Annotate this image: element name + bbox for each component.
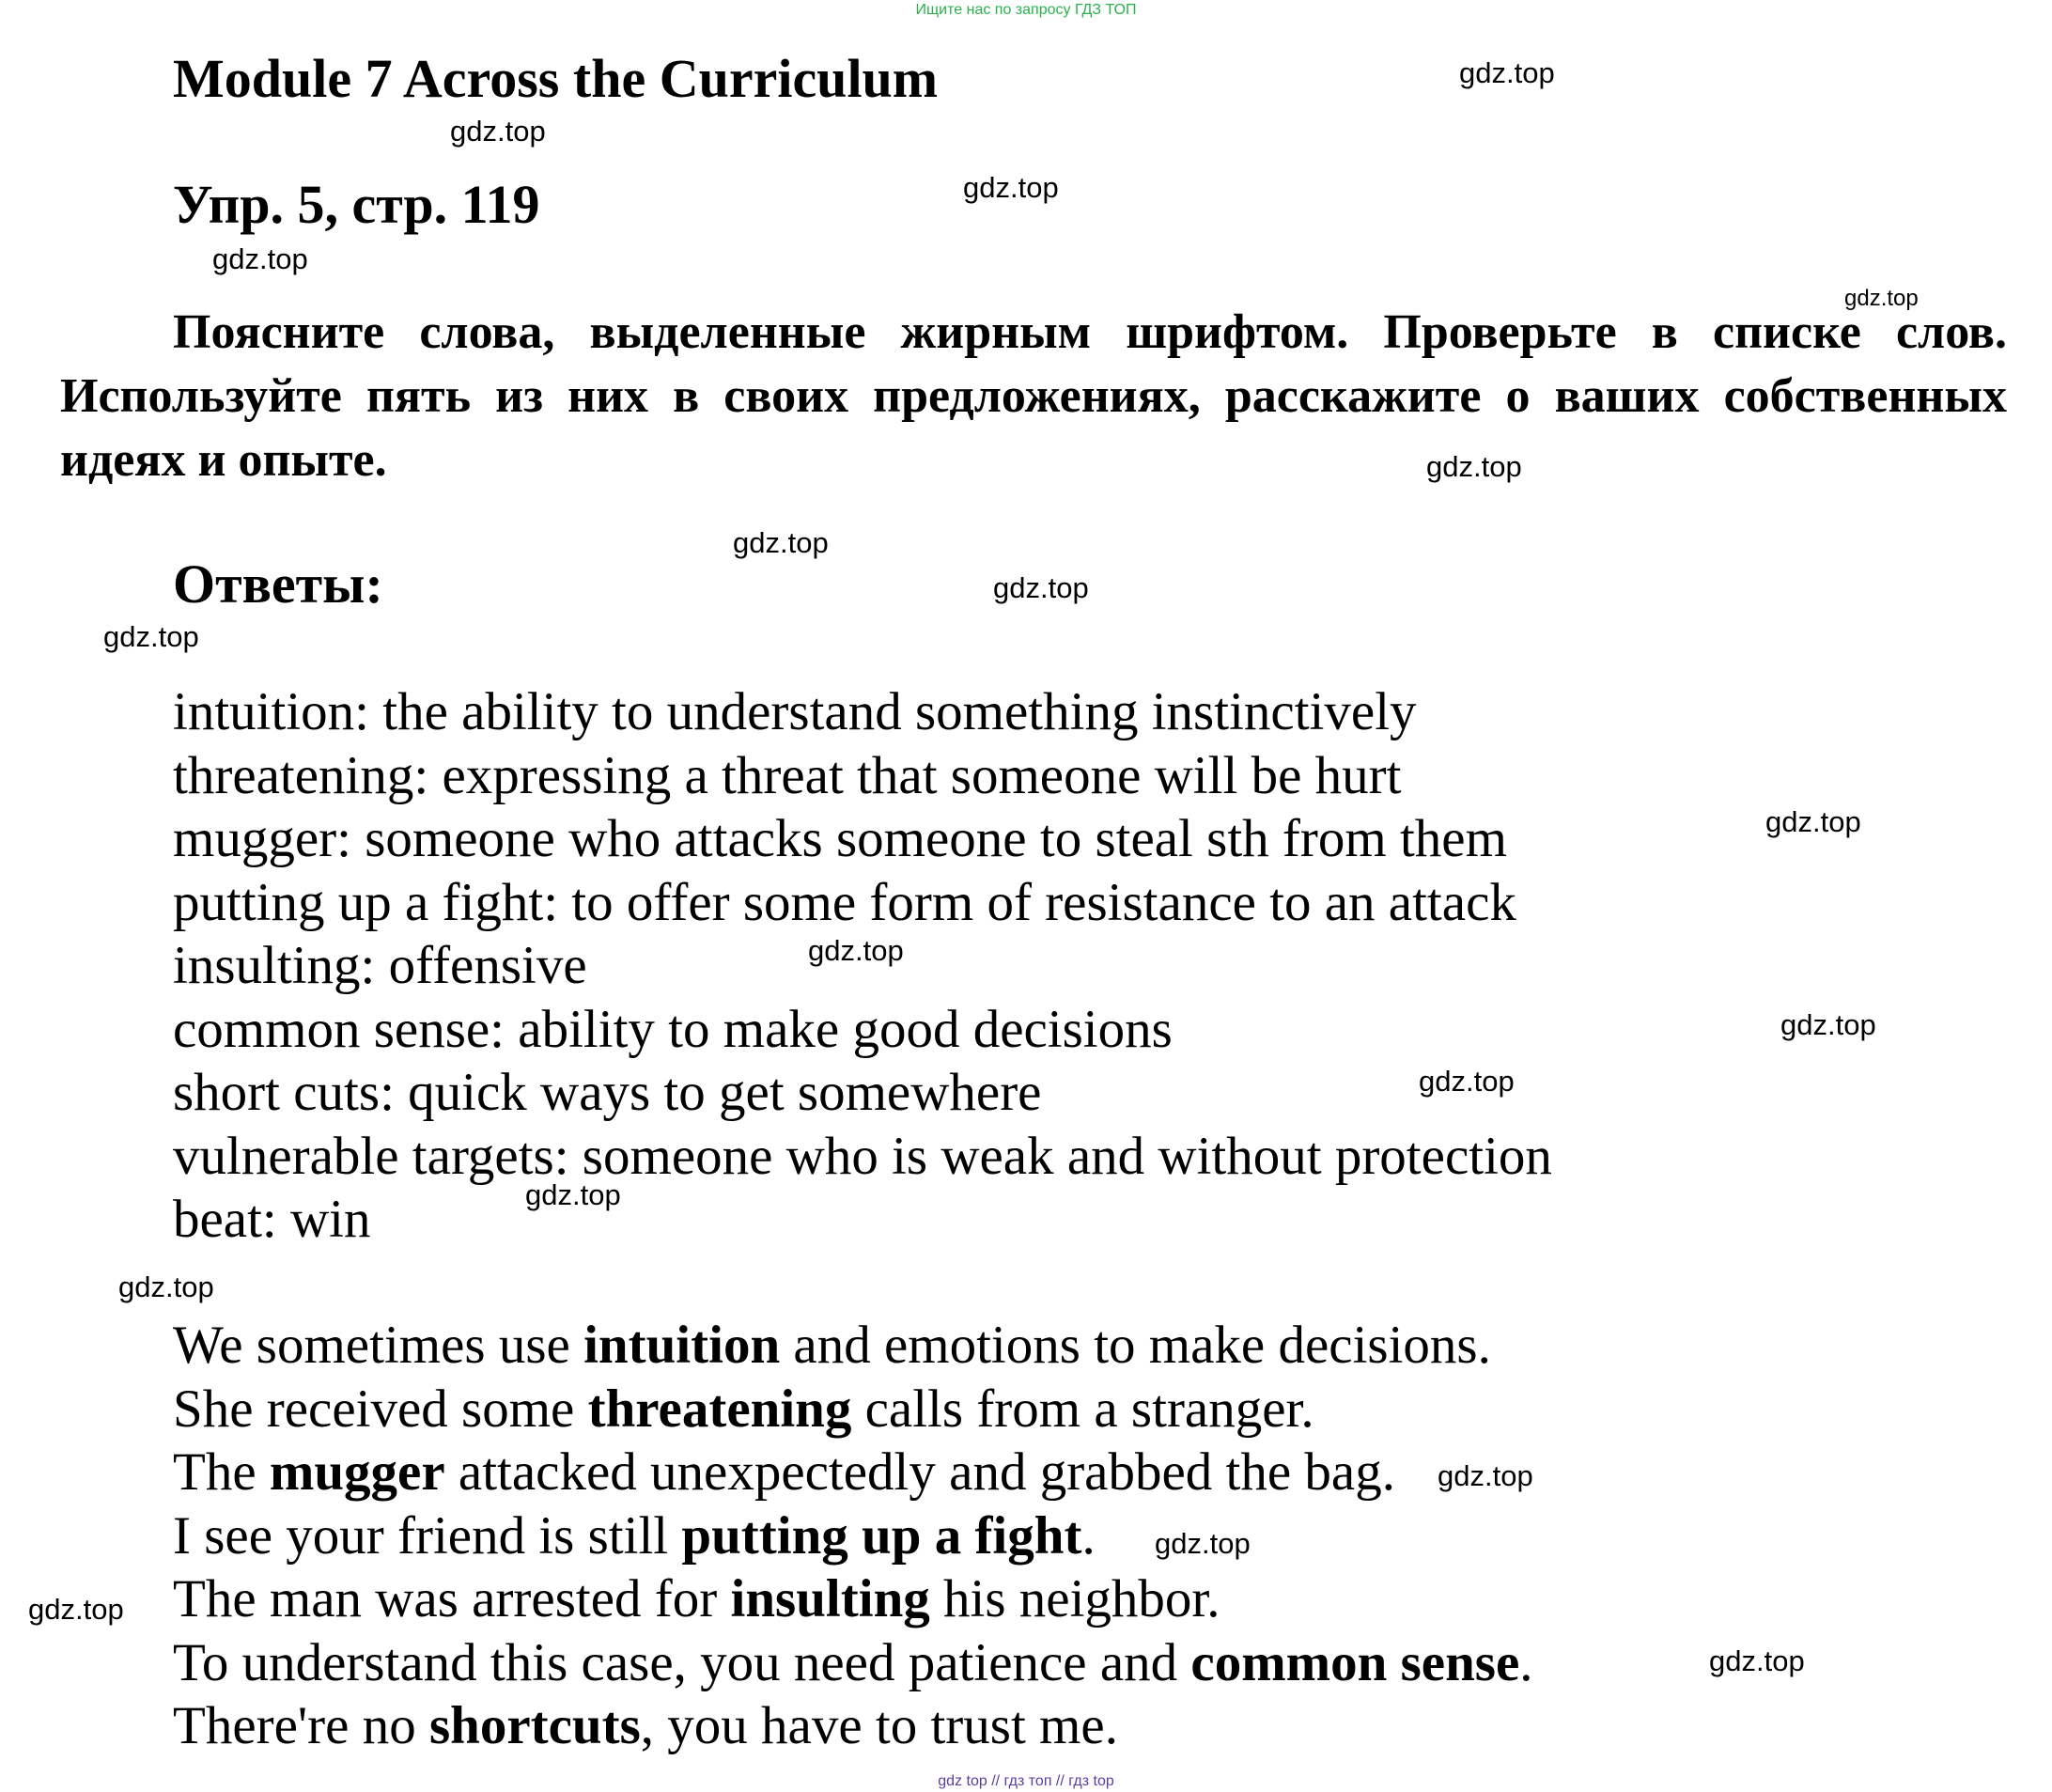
definition-item: common sense: ability to make good decisions: [173, 999, 1173, 1059]
page-title: Module 7 Across the Curriculum: [173, 48, 939, 109]
sentence-text: The man was arrested for: [173, 1569, 731, 1628]
exercise-heading: Упр. 5, стр. 119: [173, 174, 540, 235]
sentence-keyword: threatening: [587, 1379, 852, 1439]
definition-item: vulnerable targets: someone who is weak and without protection: [173, 1126, 1552, 1186]
sentence-text: There're no: [173, 1696, 429, 1755]
watermark: gdz.top: [118, 1270, 214, 1303]
sentence-text: and emotions to make decisions.: [780, 1316, 1491, 1375]
watermark: gdz.top: [993, 571, 1089, 604]
watermark: gdz.top: [1438, 1459, 1533, 1492]
watermark: gdz.top: [1765, 805, 1861, 838]
watermark: gdz.top: [1155, 1527, 1251, 1560]
example-sentences-list: [173, 1314, 1533, 1758]
watermark: gdz.top: [963, 171, 1059, 204]
sentence-item: [173, 1441, 1533, 1504]
sentence-keyword: shortcuts: [428, 1696, 641, 1755]
sentence-text: attacked unexpectedly and grabbed the bag.: [444, 1442, 1395, 1502]
sentence-item: [173, 1631, 1533, 1695]
sentence-text: I see your friend is still: [173, 1505, 682, 1566]
watermark: gdz.top: [1459, 56, 1555, 89]
sentence-text: The: [173, 1442, 270, 1502]
watermark: gdz.top: [1426, 450, 1522, 483]
definition-item: threatening: expressing a threat that someone will be hurt: [173, 745, 1402, 805]
sentence-keyword: insulting: [730, 1569, 930, 1628]
watermark: gdz.top: [1844, 286, 1919, 311]
sentence-text: , you have to trust me.: [640, 1696, 1118, 1755]
watermark: gdz.top: [1780, 1008, 1876, 1041]
sentence-item: [173, 1567, 1533, 1631]
sentence-keyword: putting up a fight: [681, 1505, 1082, 1566]
watermark: gdz.top: [1419, 1065, 1515, 1098]
sentence-item: [173, 1504, 1533, 1568]
sentence-text: calls from a stranger.: [851, 1379, 1314, 1439]
watermark: gdz.top: [525, 1178, 621, 1211]
sentence-text: .: [1081, 1505, 1096, 1566]
top-banner: Ищите нас по запросу ГДЗ ТОП: [915, 2, 1137, 18]
task-instructions: Поясните слова, выделенные жирным шрифтом. Проверьте в списке слов. Используйте пять из них в своих предложениях, расскажите о ваших собственных идеях и опыте.: [60, 305, 2007, 487]
sentence-text: We sometimes use: [173, 1316, 584, 1375]
definition-item: insulting: offensive: [173, 936, 587, 995]
sentence-text: his neighbor.: [929, 1569, 1220, 1628]
sentence-keyword: intuition: [583, 1316, 781, 1375]
watermark: gdz.top: [212, 242, 308, 275]
footer: gdz top // гдз топ // гдз top: [938, 1773, 1114, 1789]
answers-heading: Ответы:: [173, 553, 383, 615]
sentence-text: She received some: [173, 1379, 588, 1439]
sentence-keyword: mugger: [269, 1442, 445, 1502]
definition-item: mugger: someone who attacks someone to steal sth from them: [173, 809, 1507, 868]
sentence-item: [173, 1694, 1533, 1758]
sentence-text: To understand this case, you need patience and: [173, 1632, 1191, 1692]
watermark: gdz.top: [450, 115, 546, 148]
sentence-item: [173, 1378, 1533, 1441]
sentence-keyword: common sense: [1190, 1632, 1520, 1692]
watermark: gdz.top: [808, 934, 904, 967]
watermark: gdz.top: [733, 526, 829, 559]
watermark: gdz.top: [103, 620, 199, 653]
watermark: gdz.top: [1709, 1644, 1805, 1677]
definition-item: putting up a fight: to offer some form of resistance to an attack: [173, 872, 1516, 932]
definition-item: short cuts: quick ways to get somewhere: [173, 1063, 1042, 1122]
definition-item: intuition: the ability to understand something instinctively: [173, 682, 1417, 741]
sentence-text: .: [1519, 1632, 1533, 1692]
watermark: gdz.top: [28, 1593, 124, 1626]
definition-item: beat: win: [173, 1190, 371, 1249]
sentence-item: [173, 1314, 1533, 1378]
